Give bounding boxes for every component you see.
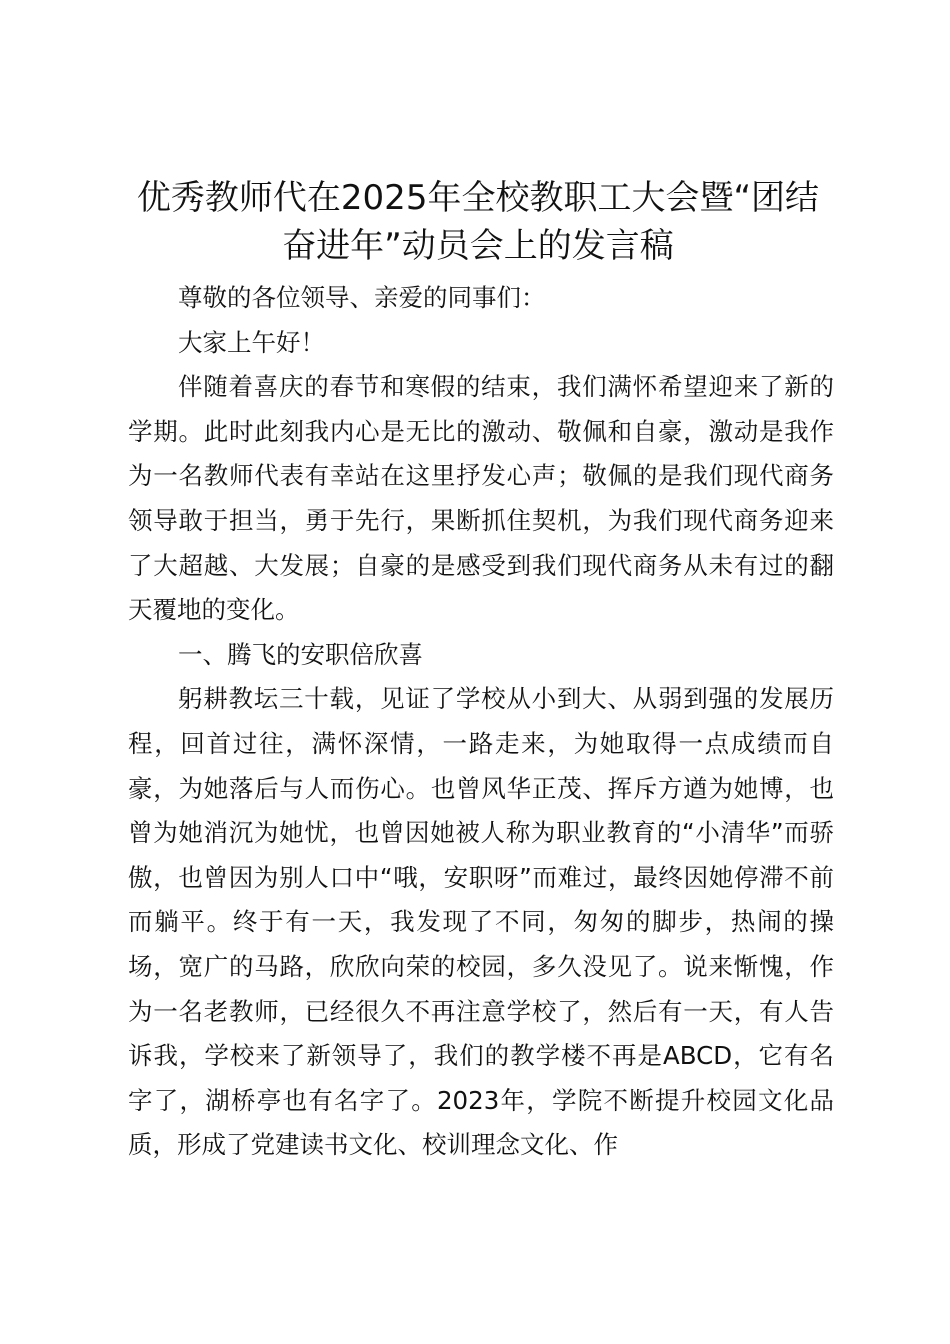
body-paragraph: 躬耕教坛三十载，见证了学校从小到大、从弱到强的发展历程，回首过往，满怀深情，一路走来，为她取得一点成绩而自豪，为她落后与人而伤心。也曾风华正茂、挥斥方遒为她博，也曾为她消沉为她忧，也曾因她被人称为职业教育的“小清华”而骄傲，也曾因为别人口中“哦，安职呀”而难过，最终因她停滞不前而躺平。终于有一天，我发现了不同，匆匆的脚步，热闹的操场，宽广的马路，欣欣向荣的校园，多久没见了。说来惭愧，作为一名老教师，已经很久不再注意学校了，然后有一天，有人告诉我，学校来了新领导了，我们的教学楼不再是ABCD，它有名字了，湖桥亭也有名字了。2023年，学院不断提升校园文化品质，形成了党建读书文化、校训理念文化、作 (128, 684, 834, 1160)
body-paragraph: 伴随着喜庆的春节和寒假的结束，我们满怀希望迎来了新的学期。此时此刻我内心是无比的激动、敬佩和自豪，激动是我作为一名教师代表有幸站在这里抒发心声；敬佩的是我们现代商务领导敢于担当，勇于先行，果断抓住契机，为我们现代商务迎来了大超越、大发展；自豪的是感受到我们现代商务从未有过的翻天覆地的变化。 (128, 372, 834, 625)
salutation: 尊敬的各位领导、亲爱的同事们： (178, 283, 546, 312)
document-body (128, 276, 834, 1168)
document-title: 优秀教师代在2025年全校教职工大会暨“团结奋进年”动员会上的发言稿 (136, 178, 820, 266)
section-heading: 一、腾飞的安职倍欣喜 (178, 639, 423, 669)
greeting: 大家上午好！ (178, 327, 325, 357)
